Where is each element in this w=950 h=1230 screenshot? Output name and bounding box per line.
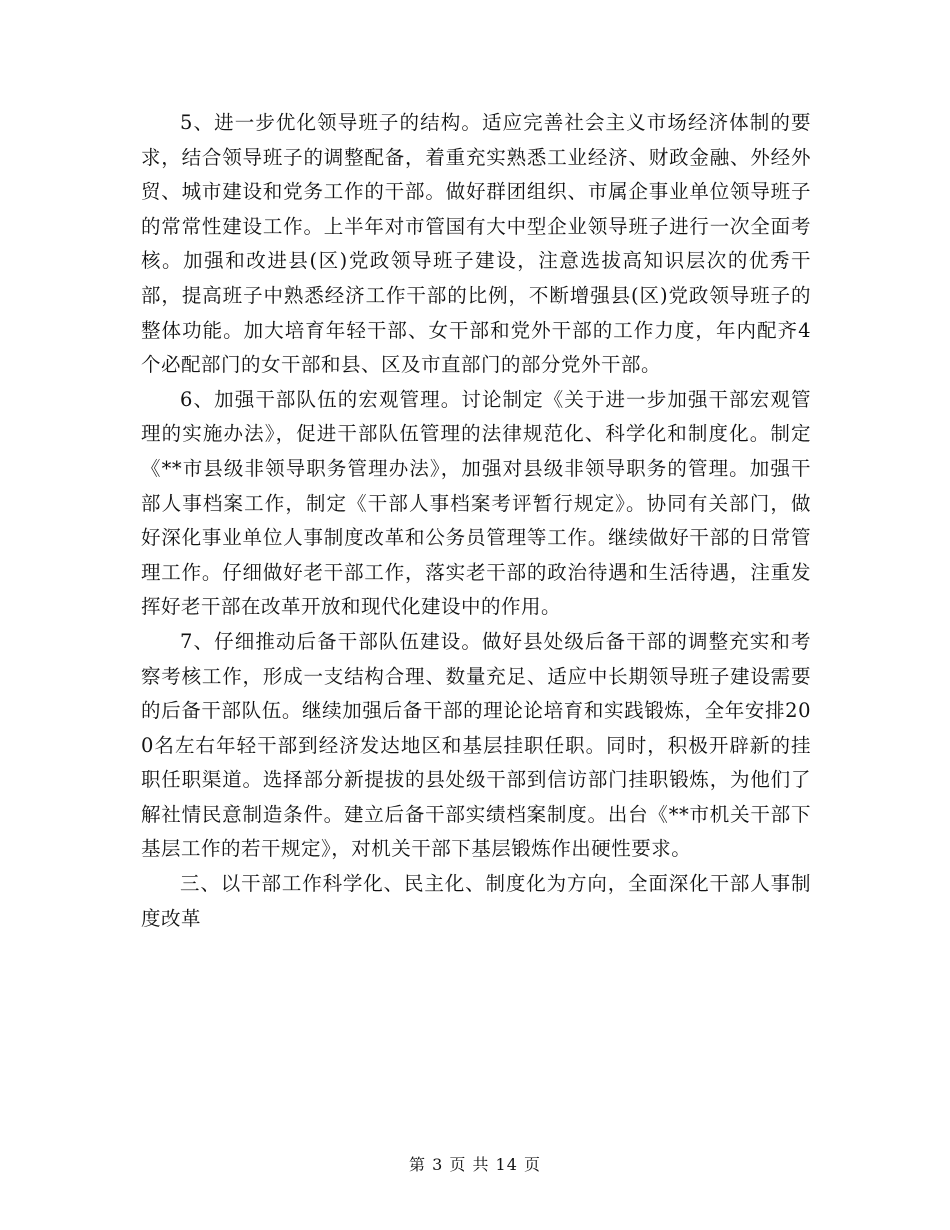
paragraph-item-5: 5、进一步优化领导班子的结构。适应完善社会主义市场经济体制的要求，结合领导班子的调整配备，着重充实熟悉工业经济、财政金融、外经外贸、城市建设和党务工作的干部。做好群团组织、市属企事业单位领导班子的常常性建设工作。上半年对市管国有大中型企业领导班子进行一次全面考核。加强和改进县(区)党政领导班子建设，注意选拔高知识层次的优秀干部，提高班子中熟悉经济工作干部的比例，不断增强县(区)党政领导班子的整体功能。加大培育年轻干部、女干部和党外干部的工作力度，年内配齐4个必配部门的女干部和县、区及市直部门的部分党外干部。	[141, 111, 811, 377]
page-number-label: 第 3 页 共 14 页	[409, 1155, 541, 1174]
document-body	[141, 106, 811, 936]
paragraph-item-7: 7、仔细推动后备干部队伍建设。做好县处级后备干部的调整充实和考察考核工作，形成一支结构合理、数量充足、适应中长期领导班子建设需要的后备干部队伍。继续加强后备干部的理论论培育和实践锻炼，全年安排200名左右年轻干部到经济发达地区和基层挂职任职。同时，积极开辟新的挂职任职渠道。选择部分新提拔的县处级干部到信访部门挂职锻炼，为他们了解社情民意制造条件。建立后备干部实绩档案制度。出台《**市机关干部下基层工作的若干规定》，对机关干部下基层锻炼作出硬性要求。	[141, 629, 811, 861]
page-footer	[0, 1152, 950, 1175]
section-heading-3: 三、以干部工作科学化、民主化、制度化为方向，全面深化干部人事制度改革	[141, 872, 811, 930]
paragraph-item-6: 6、加强干部队伍的宏观管理。讨论制定《关于进一步加强干部宏观管理的实施办法》，促进干部队伍管理的法律规范化、科学化和制度化。制定《**市县级非领导职务管理办法》，加强对县级非领导职务的管理。加强干部人事档案工作，制定《干部人事档案考评暂行规定》。协同有关部门，做好深化事业单位人事制度改革和公务员管理等工作。继续做好干部的日常管理工作。仔细做好老干部工作，落实老干部的政治待遇和生活待遇，注重发挥好老干部在改革开放和现代化建设中的作用。	[141, 387, 811, 619]
